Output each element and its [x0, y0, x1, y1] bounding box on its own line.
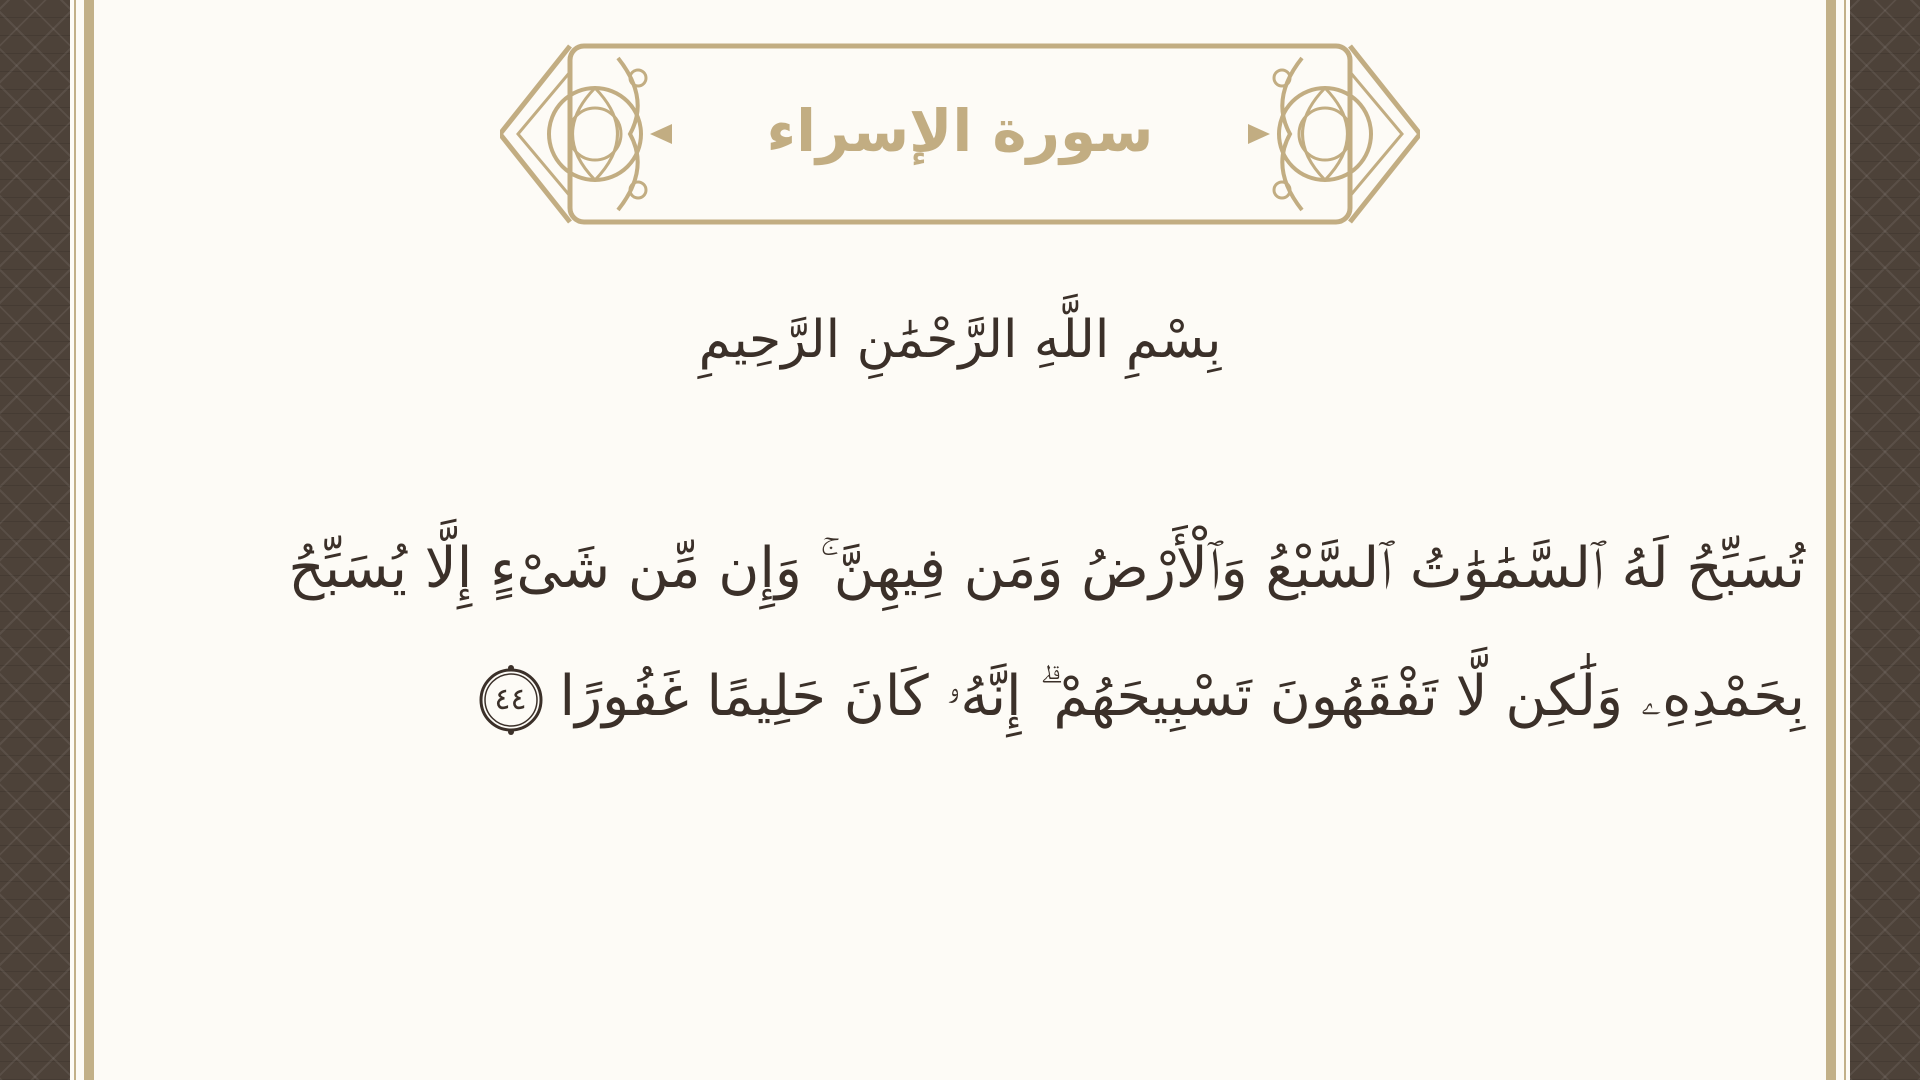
verse-text: [100, 505, 1805, 761]
verse-line-2-text: بِحَمْدِهِۦ وَلَٰكِن لَّا تَفْقَهُونَ تَسْبِيحَهُمْ ۗ إِنَّهُۥ كَانَ حَلِيمًا غَفُورًا: [559, 664, 1805, 729]
verse-line-2: [100, 633, 1805, 761]
ayah-number: ٤٤: [494, 681, 527, 717]
right-decorative-border: [1850, 0, 1920, 1080]
left-gold-rule: [84, 0, 94, 1080]
left-thin-gold-rule: [74, 0, 76, 1080]
right-gold-rule: [1826, 0, 1836, 1080]
right-thin-gold-rule: [1844, 0, 1846, 1080]
ayah-number-marker: [476, 665, 546, 735]
verse-line-1: تُسَبِّحُ لَهُ ٱلسَّمَٰوَٰتُ ٱلسَّبْعُ وَٱلْأَرْضُ وَمَن فِيهِنَّ ۚ وَإِن مِّن شَىْءٍ إِلَّا يُسَبِّحُ: [288, 536, 1805, 601]
basmala-calligraphy: بِسْمِ اللَّهِ الرَّحْمَٰنِ الرَّحِيمِ: [698, 310, 1222, 370]
surah-title: سورة الإسراء: [766, 97, 1154, 165]
surah-header-frame: [500, 38, 1420, 228]
left-decorative-border: [0, 0, 70, 1080]
